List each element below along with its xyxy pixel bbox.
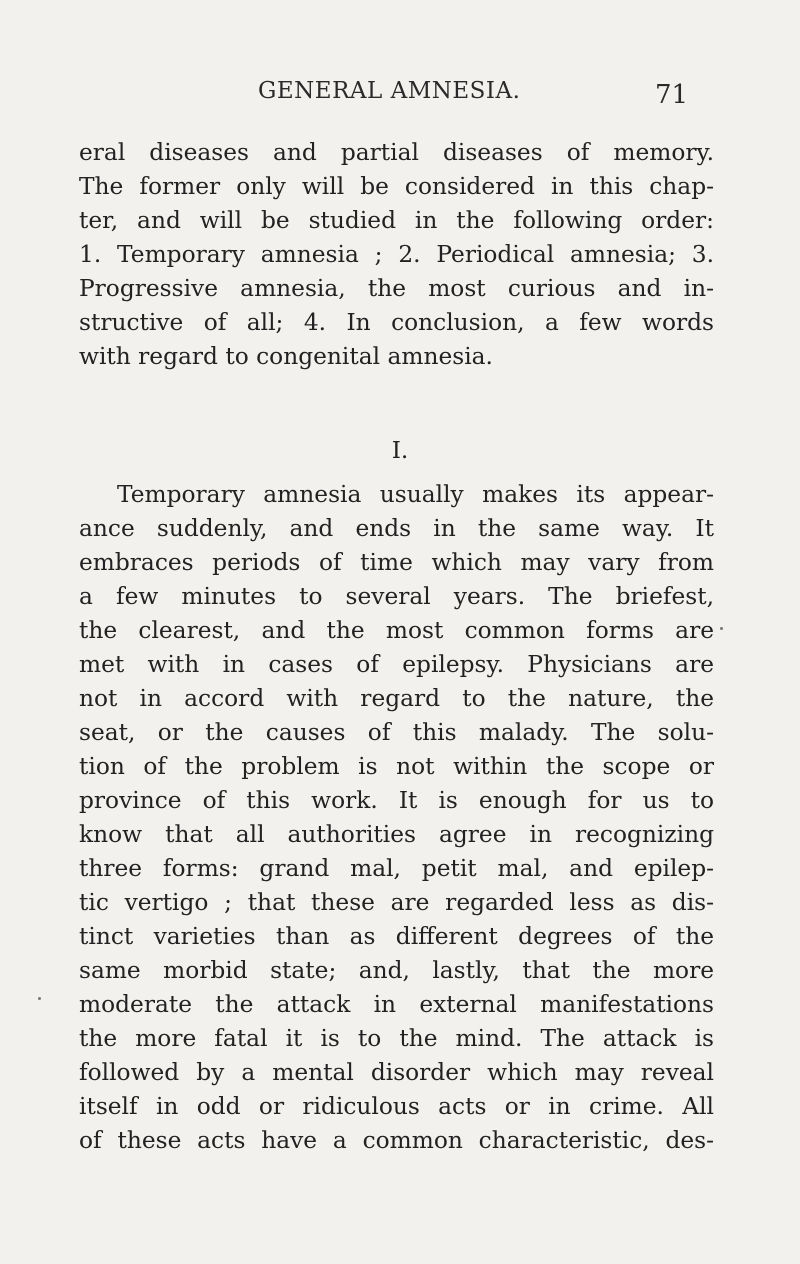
- text-line: three forms: grand mal, petit mal, and epilep-: [79, 855, 714, 882]
- text-line: the more fatal it is to the mind. The attack is: [79, 1025, 714, 1052]
- text-line: same morbid state; and, lastly, that the more: [79, 957, 714, 984]
- text-line: province of this work. It is enough for us to: [79, 787, 714, 814]
- running-title: GENERAL AMNESIA.: [258, 78, 521, 104]
- text-line: embraces periods of time which may vary from: [79, 549, 714, 576]
- text-line: tic vertigo ; that these are regarded less as dis-: [79, 889, 714, 916]
- text-line: ance suddenly, and ends in the same way. It: [79, 515, 714, 542]
- text-line: of these acts have a common characteristic, des-: [79, 1127, 714, 1154]
- text-line: The former only will be considered in this chap-: [79, 173, 714, 200]
- text-line: 1. Temporary amnesia ; 2. Periodical amnesia; 3.: [79, 241, 714, 268]
- text-line: seat, or the causes of this malady. The solu-: [79, 719, 714, 746]
- text-line: ter, and will be studied in the following order:: [79, 207, 714, 234]
- section-numeral: I.: [391, 437, 409, 464]
- print-speck: [38, 997, 41, 1000]
- text-line: tinct varieties than as different degrees of the: [79, 923, 714, 950]
- text-line: followed by a mental disorder which may reveal: [79, 1059, 714, 1086]
- text-line: know that all authorities agree in recognizing: [79, 821, 714, 848]
- text-line: Temporary amnesia usually makes its appear-: [117, 481, 714, 508]
- text-line: not in accord with regard to the nature, the: [79, 685, 714, 712]
- text-line: eral diseases and partial diseases of memory.: [79, 139, 714, 166]
- text-line: met with in cases of epilepsy. Physicians are: [79, 651, 714, 678]
- text-line: itself in odd or ridiculous acts or in crime. All: [79, 1093, 714, 1120]
- text-line: moderate the attack in external manifestations: [79, 991, 714, 1018]
- text-line: structive of all; 4. In conclusion, a few words: [79, 309, 714, 336]
- text-line: Progressive amnesia, the most curious and in-: [79, 275, 714, 302]
- text-line: tion of the problem is not within the scope or: [79, 753, 714, 780]
- text-line: with regard to congenital amnesia.: [79, 343, 493, 370]
- print-speck: [720, 627, 723, 630]
- text-line: a few minutes to several years. The briefest,: [79, 583, 714, 610]
- text-line: the clearest, and the most common forms are: [79, 617, 714, 644]
- page-number: 71: [655, 80, 689, 110]
